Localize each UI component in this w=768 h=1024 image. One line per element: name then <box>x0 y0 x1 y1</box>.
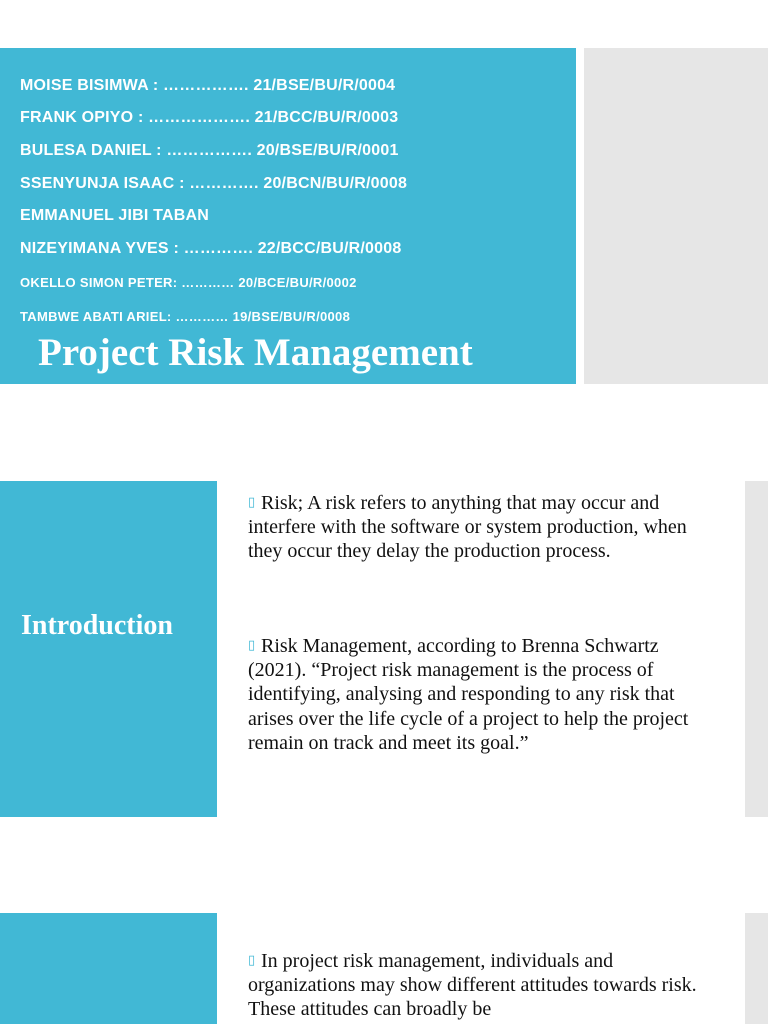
title-slide-side-panel <box>584 48 768 384</box>
bullet-text: In project risk management, individuals and organizations may show different attitudes towards risk. These attitudes can broadly be <box>248 950 697 1021</box>
bullet-text: Risk Management, according to Brenna Schwartz (2021). “Project risk management is the process of identifying, analysing and responding to any risk that arises over the life cycle of a project to help the project remain on track and meet its goal.” <box>248 635 689 754</box>
member-line: TAMBWE ABATI ARIEL: ………… 19/BSE/BU/R/0008 <box>20 309 351 324</box>
introduction-panel <box>0 481 217 817</box>
member-line: SSENYUNJA ISAAC : …………. 20/BCN/BU/R/0008 <box>20 175 408 192</box>
member-line: OKELLO SIMON PETER: ………… 20/BCE/BU/R/0002 <box>20 275 357 290</box>
bullet-paragraph <box>248 634 698 755</box>
introduction-title: Introduction <box>21 610 173 641</box>
bullet-paragraph <box>248 949 698 1022</box>
member-line: MOISE BISIMWA : ……………. 21/BSE/BU/R/0004 <box>20 77 396 94</box>
bullet-box-icon: ▯ <box>248 953 256 968</box>
member-line: FRANK OPIYO : ………………. 21/BCC/BU/R/0003 <box>20 109 399 126</box>
member-line: EMMANUEL JIBI TABAN <box>20 207 209 224</box>
member-line: NIZEYIMANA YVES : …………. 22/BCC/BU/R/0008 <box>20 240 402 257</box>
slide3-panel <box>0 913 217 1024</box>
bullet-paragraph <box>248 491 698 564</box>
bullet-box-icon: ▯ <box>248 495 256 510</box>
bullet-box-icon: ▯ <box>248 638 256 653</box>
member-line: BULESA DANIEL : ……………. 20/BSE/BU/R/0001 <box>20 142 399 159</box>
introduction-side-panel <box>745 481 768 817</box>
bullet-text: Risk; A risk refers to anything that may occur and interfere with the software or system production, when they occur they delay the production process. <box>248 492 687 563</box>
slide-title: Project Risk Management <box>38 331 473 374</box>
slide3-side-panel <box>745 913 768 1024</box>
